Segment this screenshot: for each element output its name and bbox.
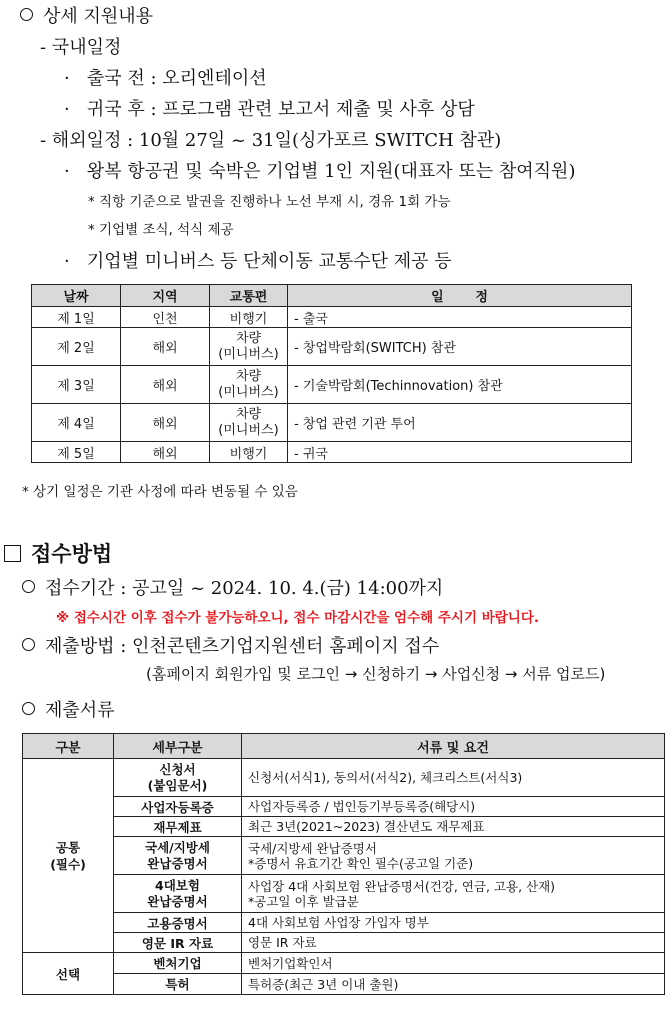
schedule-transport: 비행기 [210, 442, 288, 463]
docs-subcategory: 고용증명서 [114, 913, 242, 933]
schedule-transport: 차량 (미니버스) [210, 328, 288, 366]
docs-subcategory: 재무제표 [114, 817, 242, 837]
apply-method: 제출방법 : 인천콘텐츠기업지원센터 홈페이지 접수 [22, 632, 439, 658]
schedule-plan: - 출국 [288, 307, 632, 328]
schedule-day: 제 5일 [32, 442, 121, 463]
schedule-region: 해외 [121, 366, 210, 404]
circle-bullet-icon [22, 580, 35, 593]
domestic-label: - 국내일정 [40, 37, 122, 58]
table-row [32, 366, 632, 404]
table-row [32, 442, 632, 463]
docs-optional-label: 선택 [23, 953, 114, 995]
docs-requirement: 국세/지방세 완납증명서 *증명서 유효기간 확인 필수(공고일 기준) [242, 837, 665, 875]
domestic-item-1: · 출국 전 : 오리엔테이션 [64, 68, 267, 89]
schedule-region: 인천 [121, 307, 210, 328]
schedule-region: 해외 [121, 404, 210, 442]
schedule-transport: 차량 (미니버스) [210, 366, 288, 404]
schedule-header-day: 날짜 [32, 285, 121, 307]
docs-requirement: 최근 3년(2021~2023) 결산년도 재무제표 [242, 817, 665, 837]
docs-subcategory: 특허 [114, 974, 242, 995]
schedule-day: 제 3일 [32, 366, 121, 404]
schedule-day: 제 1일 [32, 307, 121, 328]
schedule-note: * 상기 일정은 기관 사정에 따라 변동될 수 있음 [22, 484, 298, 500]
schedule-header-transport: 교통편 [210, 285, 288, 307]
schedule-header-region: 지역 [121, 285, 210, 307]
table-row [32, 404, 632, 442]
docs-requirement: 사업장 4대 사회보험 완납증명서(건강, 연금, 고용, 산재) *공고일 이후 발급분 [242, 875, 665, 913]
detail-heading: 상세 지원내용 [20, 2, 153, 28]
table-row [23, 953, 665, 974]
apply-title: 접수방법 [4, 538, 112, 568]
schedule-region: 해외 [121, 442, 210, 463]
docs-header-subcategory: 세부구분 [114, 734, 242, 759]
table-row [23, 797, 665, 817]
table-row [32, 307, 632, 328]
schedule-header-plan: 일 정 [288, 285, 632, 307]
table-row [23, 875, 665, 913]
schedule-table [31, 284, 632, 463]
schedule-region: 해외 [121, 328, 210, 366]
schedule-transport: 비행기 [210, 307, 288, 328]
apply-method-detail: (홈페이지 회원가입 및 로그인 → 신청하기 → 사업신청 → 서류 업로드) [146, 665, 606, 683]
circle-bullet-icon [22, 702, 35, 715]
table-row [23, 759, 665, 797]
apply-period: 접수기간 : 공고일 ~ 2024. 10. 4.(금) 14:00까지 [22, 574, 443, 600]
table-row [23, 837, 665, 875]
overseas-item-1: · 왕복 항공권 및 숙박은 기업별 1인 지원(대표자 또는 참여직원) [64, 161, 576, 182]
schedule-day: 제 2일 [32, 328, 121, 366]
documents-table [22, 733, 665, 995]
table-row [23, 933, 665, 953]
docs-subcategory: 국세/지방세 완납증명서 [114, 837, 242, 875]
docs-requirement: 특허증(최근 3년 이내 출원) [242, 974, 665, 995]
overseas-note-1: * 직항 기준으로 발권을 진행하나 노선 부재 시, 경유 1회 가능 [88, 194, 451, 210]
table-row [23, 913, 665, 933]
docs-requirement: 벤처기업확인서 [242, 953, 665, 974]
docs-requirement: 영문 IR 자료 [242, 933, 665, 953]
docs-common-label: 공통 (필수) [23, 759, 114, 953]
table-row [23, 817, 665, 837]
docs-header-requirements: 서류 및 요건 [242, 734, 665, 759]
schedule-plan: - 기술박람회(Techinnovation) 참관 [288, 366, 632, 404]
docs-header-category: 구분 [23, 734, 114, 759]
docs-requirement: 신청서(서식1), 동의서(서식2), 체크리스트(서식3) [242, 759, 665, 797]
schedule-plan: - 귀국 [288, 442, 632, 463]
docs-requirement: 4대 사회보험 사업장 가입자 명부 [242, 913, 665, 933]
docs-subcategory: 4대보험 완납증명서 [114, 875, 242, 913]
schedule-transport: 차량 (미니버스) [210, 404, 288, 442]
docs-heading: 제출서류 [22, 696, 115, 722]
schedule-plan: - 창업박람회(SWITCH) 참관 [288, 328, 632, 366]
schedule-day: 제 4일 [32, 404, 121, 442]
docs-requirement: 사업자등록증 / 법인등기부등록증(해당시) [242, 797, 665, 817]
overseas-note-2: * 기업별 조식, 석식 제공 [88, 222, 234, 238]
square-bullet-icon [4, 545, 21, 562]
domestic-item-2: · 귀국 후 : 프로그램 관련 보고서 제출 및 사후 상담 [64, 99, 475, 120]
schedule-plan: - 창업 관련 기관 투어 [288, 404, 632, 442]
circle-bullet-icon [22, 638, 35, 651]
apply-warning: ※ 접수시간 이후 접수가 불가능하오니, 접수 마감시간을 엄수해 주시기 바랍니다. [56, 610, 539, 626]
docs-subcategory: 사업자등록증 [114, 797, 242, 817]
table-row [23, 974, 665, 995]
docs-subcategory: 벤처기업 [114, 953, 242, 974]
overseas-item-2: · 기업별 미니버스 등 단체이동 교통수단 제공 등 [64, 251, 452, 272]
docs-subcategory: 영문 IR 자료 [114, 933, 242, 953]
circle-bullet-icon [20, 8, 33, 21]
overseas-label: - 해외일정 : 10월 27일 ~ 31일(싱가포르 SWITCH 참관) [40, 130, 502, 151]
table-row [32, 328, 632, 366]
docs-subcategory: 신청서 (붙임문서) [114, 759, 242, 797]
